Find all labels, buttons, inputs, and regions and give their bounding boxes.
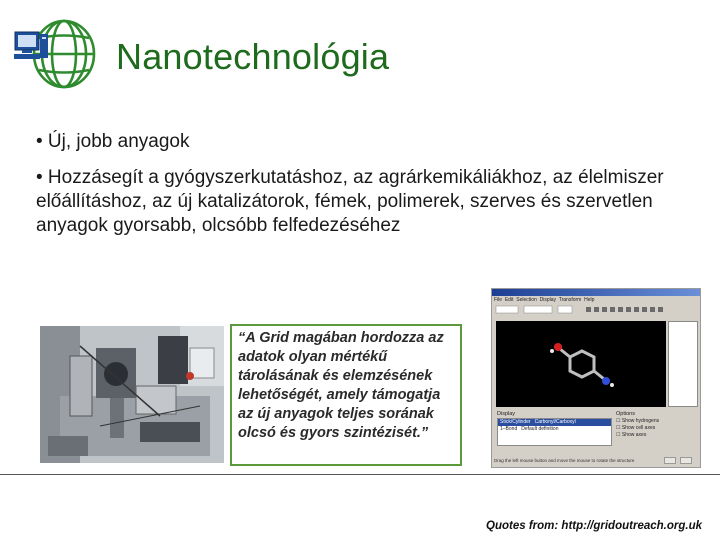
- app-statusbar: Drag the left mouse button and move the mouse to rotate the structure: [494, 458, 635, 463]
- option-show-hydrogens[interactable]: ☐ Show hydrogens: [616, 418, 660, 424]
- menu-item-file[interactable]: File: [494, 297, 503, 303]
- footer-divider: [0, 474, 720, 475]
- quote-box: “A Grid magában hordozza az adatok olyan mértékű tárolásának és elemzésének lehetőségét, amely támogatja az új anyagok teljes sorának olcsó és gyors szintézisét.”: [230, 324, 462, 466]
- menu-item-transform[interactable]: Transform: [558, 297, 582, 303]
- table-cell: 1–Bond: [500, 426, 518, 432]
- table-cell: Default definition: [521, 426, 559, 432]
- display-table: [497, 418, 612, 446]
- app-side-panel: [668, 321, 698, 407]
- molecule-viewport[interactable]: [496, 321, 666, 407]
- grid-globe-logo-icon: [12, 14, 98, 92]
- app-button[interactable]: [680, 457, 692, 464]
- page-title: Nanotechnológia: [116, 36, 390, 77]
- options-list: [616, 418, 659, 439]
- app-toolbar: [494, 305, 700, 314]
- bullet-research-applications: • Hozzásegít a gyógyszerkutatáshoz, az agrárkemikáliákhoz, az élelmiszer előállításhoz, az új katalizátorok, fémek, polimerek, szerves és szervetlen anyagok gyorsabb, olcsóbb felfedezéséhez: [36, 167, 664, 236]
- table-cell: Carbonyl/Carboxyl: [534, 419, 576, 425]
- molecule-viewer-screenshot: [491, 288, 701, 468]
- menu-item-selection[interactable]: Selection: [516, 297, 537, 303]
- app-button[interactable]: [664, 457, 676, 464]
- options-section-label: Options: [616, 411, 635, 417]
- source-credit: Quotes from: http://gridoutreach.org.uk: [486, 520, 702, 532]
- lab-equipment-photo: [40, 326, 224, 463]
- app-titlebar: [492, 289, 700, 296]
- option-show-axes[interactable]: ☐ Show axes: [616, 432, 647, 438]
- table-row[interactable]: [498, 426, 611, 433]
- display-section-label: Display: [497, 411, 516, 417]
- menu-item-edit[interactable]: Edit: [504, 297, 514, 303]
- app-menubar: [494, 297, 698, 304]
- table-row[interactable]: [498, 419, 611, 426]
- bullet-new-materials: • Új, jobb anyagok: [36, 131, 190, 152]
- table-cell: Stick/Cylinder: [500, 419, 531, 425]
- option-show-cell-axes[interactable]: ☐ Show cell axes: [616, 425, 656, 431]
- menu-item-help[interactable]: Help: [584, 297, 595, 303]
- menu-item-display[interactable]: Display: [539, 297, 557, 303]
